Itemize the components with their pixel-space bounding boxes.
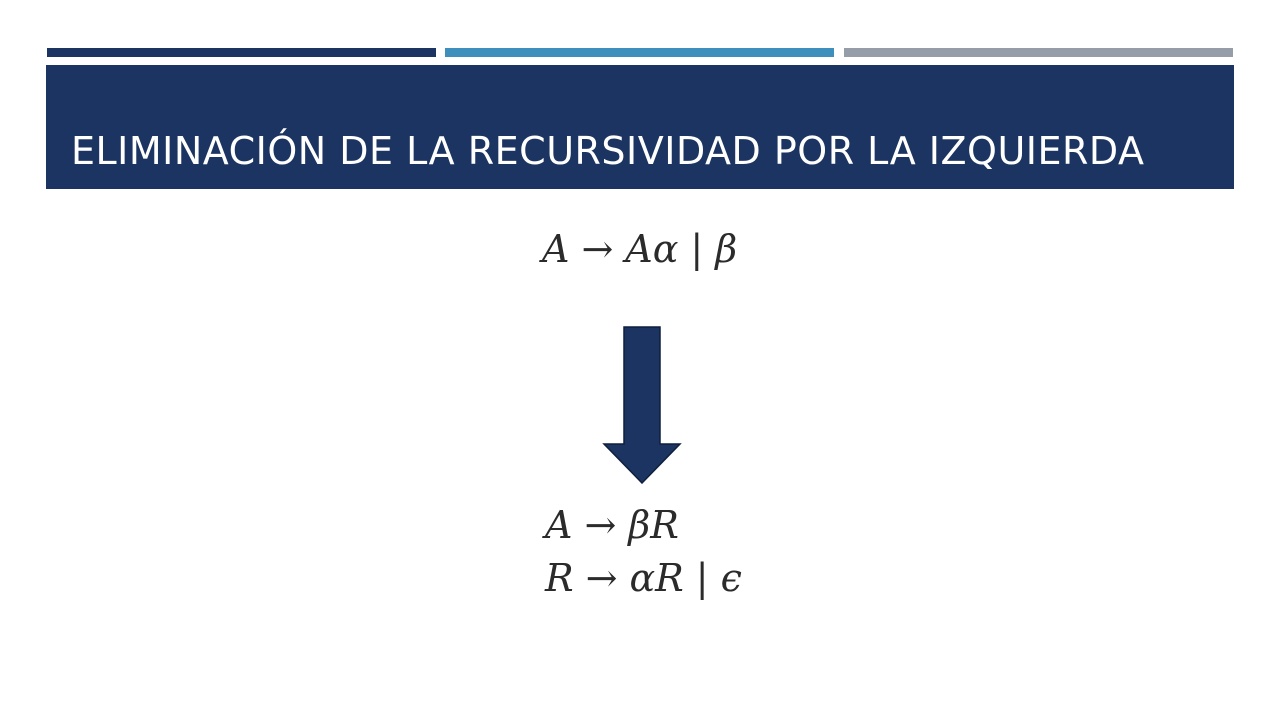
rule-separator: | [690,227,704,271]
rule-alt-1: Aα [625,227,679,271]
rule-separator: | [695,556,709,600]
rule-alt-2: β [715,227,738,271]
slide-title: ELIMINACIÓN DE LA RECURSIVIDAD POR LA IZQUIERDA [71,129,1145,173]
accent-bar-gray [844,48,1233,57]
accent-bar-blue [445,48,834,57]
rule-lhs: R [545,556,574,600]
rule-lhs: A [542,227,570,271]
transformed-rule-2 [545,556,742,600]
rule-arrow: → [585,556,618,600]
title-band [46,65,1234,189]
original-rule [542,227,737,271]
rule-arrow: → [584,503,617,547]
rule-lhs: A [545,503,573,547]
accent-bar-navy [47,48,436,57]
rule-rhs: βR [628,503,679,547]
down-arrow-icon [602,326,682,484]
rule-arrow: → [581,227,614,271]
rule-epsilon: ϵ [720,556,742,600]
rule-rhs: αR [629,556,684,600]
transformed-rule-1 [545,503,679,547]
